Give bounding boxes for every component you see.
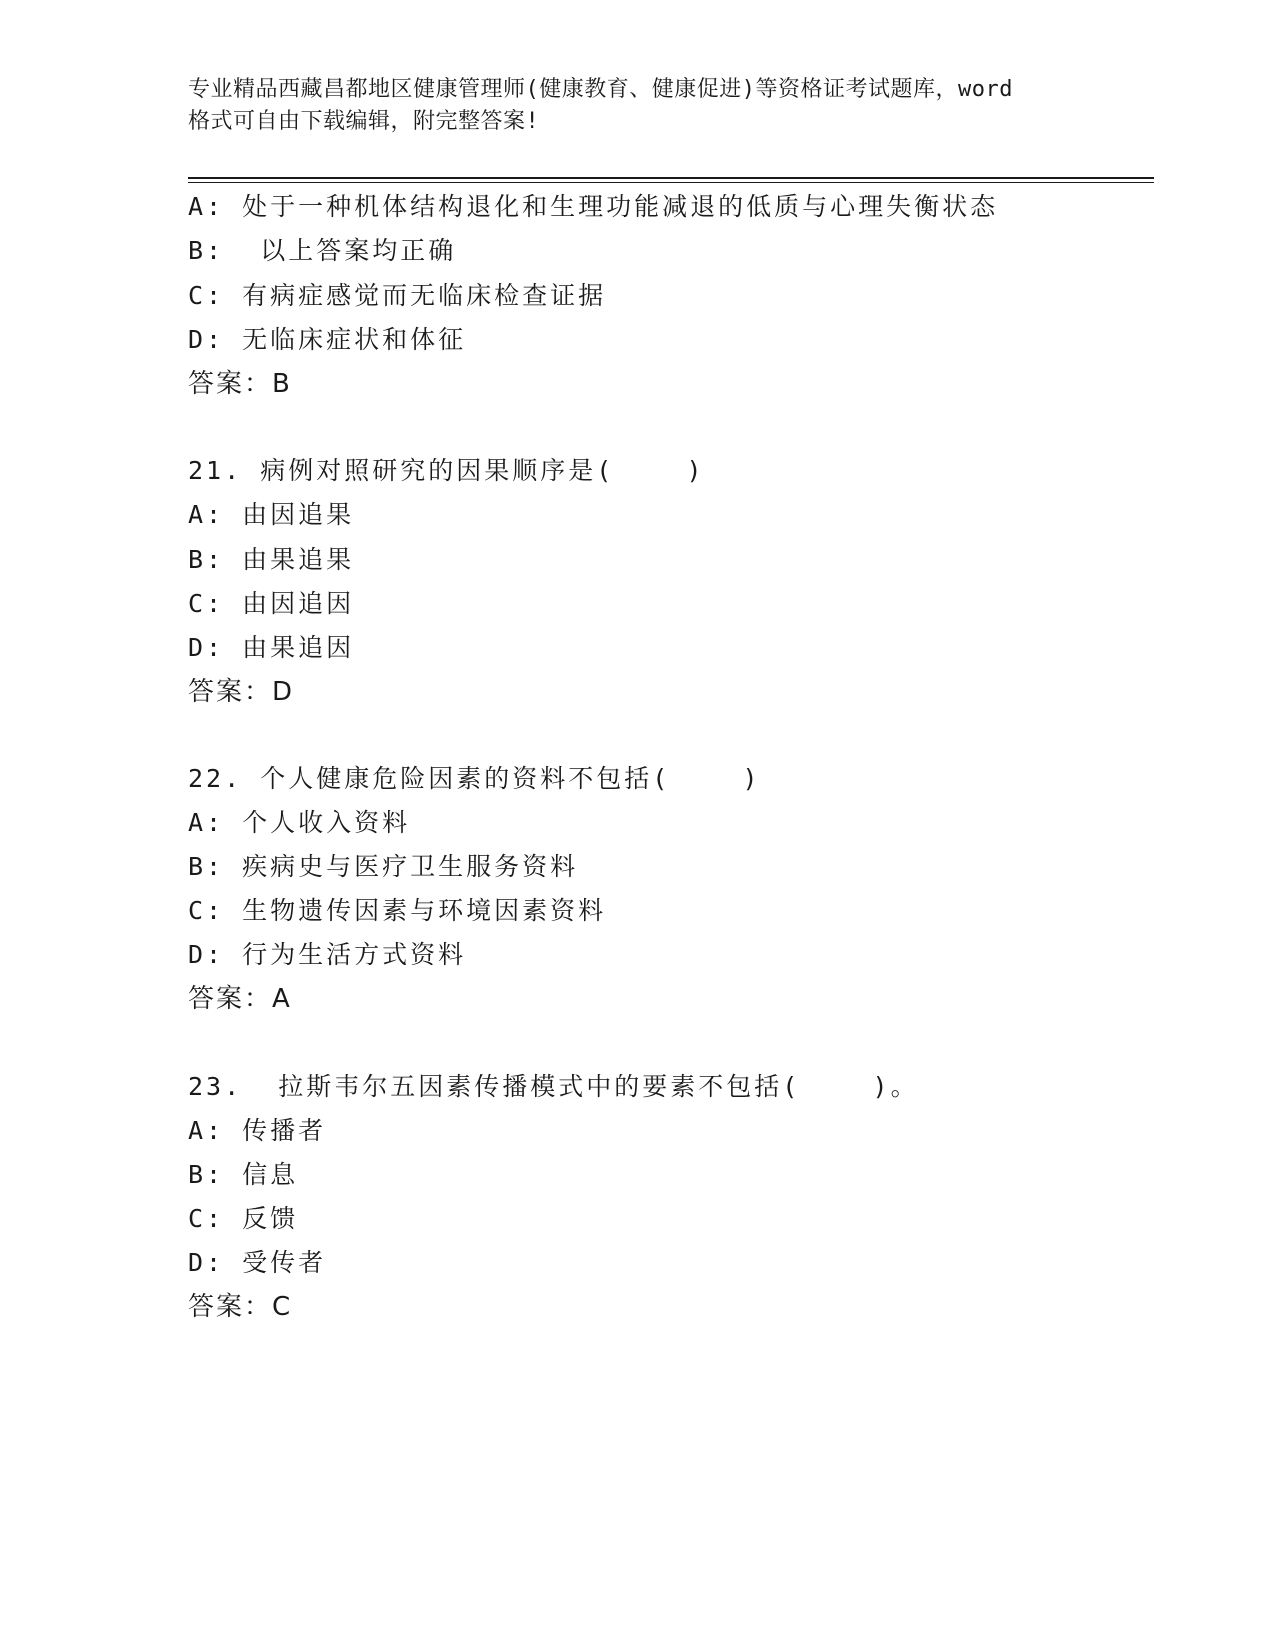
question-21-option-b: B: 由果追果 xyxy=(188,545,355,574)
header-rule-thin xyxy=(188,182,1154,183)
question-22-answer: 答案：A xyxy=(188,984,292,1014)
question-23-option-c: C: 反馈 xyxy=(188,1204,299,1233)
question-23-option-b: B: 信息 xyxy=(188,1160,299,1189)
question-21-answer: 答案：D xyxy=(188,677,295,707)
question-21-option-a: A: 由因追果 xyxy=(188,500,355,529)
header-line-2: 格式可自由下载编辑，附完整答案! xyxy=(188,109,540,134)
question-22-option-d: D: 行为生活方式资料 xyxy=(188,940,467,969)
question-22-stem: 22. 个人健康危险因素的资料不包括( ) xyxy=(188,764,761,793)
header-line-1: 专业精品西藏昌都地区健康管理师(健康教育、健康促进)等资格证考试题库，word xyxy=(188,77,1013,102)
question-23-stem: 23. 拉斯韦尔五因素传播模式中的要素不包括( )。 xyxy=(188,1072,919,1101)
prev-answer: 答案：B xyxy=(188,369,292,399)
document-header xyxy=(188,74,1088,138)
prev-option-a: A: 处于一种机体结构退化和生理功能减退的低质与心理失衡状态 xyxy=(188,192,999,221)
prev-option-d: D: 无临床症状和体征 xyxy=(188,325,467,354)
question-21-option-d: D: 由果追因 xyxy=(188,633,355,662)
question-22-option-b: B: 疾病史与医疗卫生服务资料 xyxy=(188,852,579,881)
question-23-answer: 答案：C xyxy=(188,1292,293,1322)
prev-option-b: B: 以上答案均正确 xyxy=(188,236,457,265)
prev-option-c: C: 有病症感觉而无临床检查证据 xyxy=(188,281,607,310)
question-21-stem: 21. 病例对照研究的因果顺序是( ) xyxy=(188,456,705,485)
header-rule-thick xyxy=(188,177,1154,179)
question-21-option-c: C: 由因追因 xyxy=(188,589,355,618)
question-23-option-a: A: 传播者 xyxy=(188,1116,327,1145)
question-22-option-a: A: 个人收入资料 xyxy=(188,808,411,837)
question-22-option-c: C: 生物遗传因素与环境因素资料 xyxy=(188,896,607,925)
question-23-option-d: D: 受传者 xyxy=(188,1248,327,1277)
